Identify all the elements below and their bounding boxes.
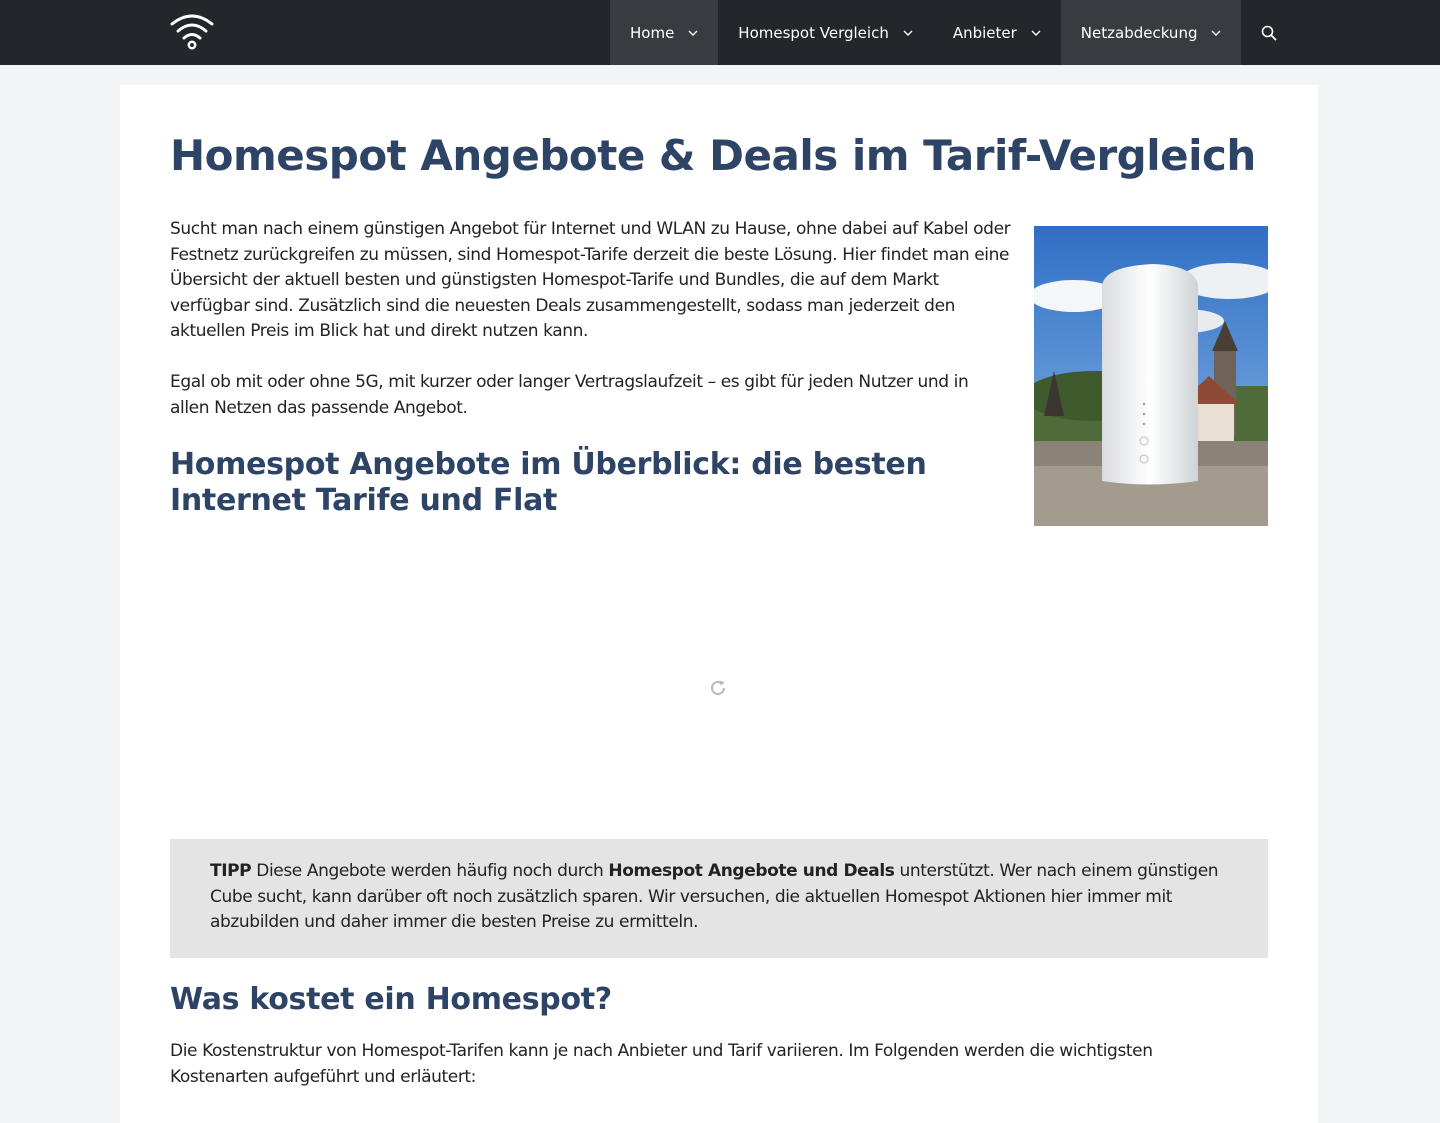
nav-item-label: Anbieter xyxy=(952,23,1017,42)
nav-item-label: Home xyxy=(630,23,675,42)
top-navigation-bar xyxy=(0,0,1440,65)
chevron-down-icon xyxy=(1211,28,1221,38)
tip-text-after: unterstützt. Wer nach einem günstigen Cube sucht, kann darüber oft noch zusätzlich sparen. Wir versuchen, die aktuellen Homespot Aktionen hier immer mit abzubilden und daher immer die besten Preise zu ermitteln. xyxy=(210,861,1219,932)
nav-item-anbieter[interactable] xyxy=(933,0,1061,65)
cost-paragraph: Die Kostenstruktur von Homespot-Tarifen kann je nach Anbieter und Tarif variieren. Im Folgenden werden die wichtigsten Kostenarten aufgeführt und erläutert: xyxy=(170,1041,1153,1087)
section-heading-cost: Was kostet ein Homespot? xyxy=(170,982,612,1017)
loading-spinner-icon xyxy=(706,676,730,700)
nav-item-homespot-vergleich[interactable] xyxy=(718,0,933,65)
nav-item-home[interactable] xyxy=(610,0,718,65)
tip-bold-link: Homespot Angebote und Deals xyxy=(608,861,895,881)
nav-item-label: Homespot Vergleich xyxy=(738,23,889,42)
chevron-down-icon xyxy=(903,28,913,38)
nav-item-netzabdeckung[interactable] xyxy=(1061,0,1242,65)
homespot-router-photo xyxy=(1034,226,1268,526)
intro-paragraph: Sucht man nach einem günstigen Angebot für Internet und WLAN zu Hause, ohne dabei auf Kabel oder Festnetz zurückgreifen zu müssen, sind Homespot-Tarife derzeit die beste Lösung. Hier findet man eine Übersicht der aktuell besten und günstigsten Homespot-Tarife und Bundles, die auf dem Markt verfügbar sind. Zusätzlich sind die neuesten Deals zusammengestellt, sodass man jederzeit den aktuellen Preis im Blick hat und direkt nutzen kann. xyxy=(170,219,1011,341)
search-icon xyxy=(1261,25,1277,41)
nav-item-label: Netzabdeckung xyxy=(1080,23,1198,42)
intro-paragraph-2: Egal ob mit oder ohne 5G, mit kurzer oder langer Vertragslaufzeit – es gibt für jeden Nutzer und in allen Netzen das passende Angebot. xyxy=(170,372,969,418)
article-container xyxy=(120,85,1318,1123)
chevron-down-icon xyxy=(1031,28,1041,38)
chevron-down-icon xyxy=(688,28,698,38)
section-heading-overview: Homespot Angebote im Überblick: die besten Internet Tarife und Flat xyxy=(170,447,927,518)
page-title: Homespot Angebote & Deals im Tarif-Vergleich xyxy=(170,131,1256,180)
wifi-icon[interactable] xyxy=(168,12,216,52)
tip-box xyxy=(170,839,1268,958)
tip-text-before: Diese Angebote werden häufig noch durch xyxy=(256,861,604,881)
search-button[interactable] xyxy=(1241,0,1297,65)
main-menu xyxy=(610,0,1297,65)
tip-text xyxy=(210,859,1228,936)
tip-label: TIPP xyxy=(210,861,252,881)
